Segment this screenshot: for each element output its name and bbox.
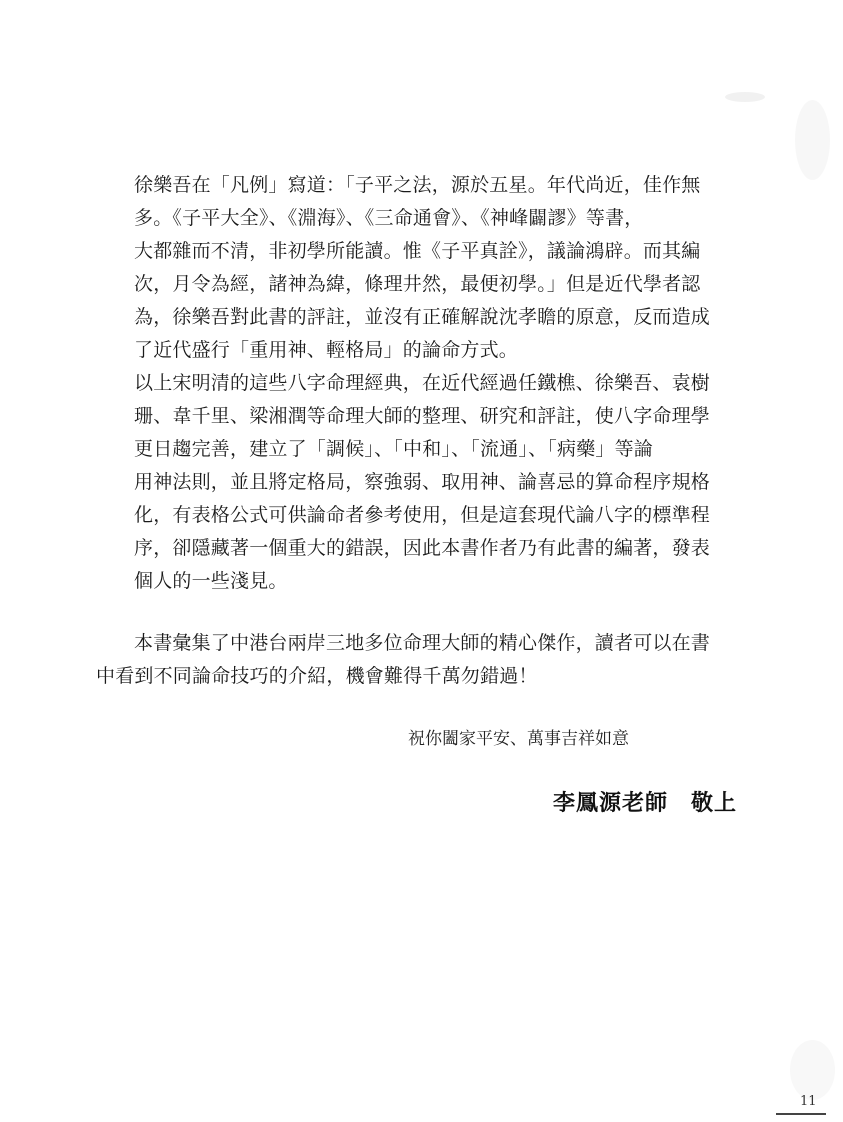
body-line: 為，徐樂吾對此書的評註，並沒有正確解說沈孝瞻的原意，反而造成: [134, 306, 711, 328]
body-line: 以上宋明清的這些八字命理經典，在近代經過任鐵樵、徐樂吾、袁樹: [134, 372, 711, 394]
body-line: 了近代盛行「重用神、輕格局」的論命方式。: [134, 339, 519, 361]
body-line: 用神法則，並且將定格局，察強弱、取用神、論喜忌的算命程序規格: [134, 471, 711, 493]
scan-smudge: [795, 100, 830, 180]
body-line: 徐樂吾在「凡例」寫道：「子平之法，源於五星。年代尚近，佳作無: [134, 174, 701, 196]
body-line: 大都雜而不清，非初學所能讀。惟《子平真詮》，議論鴻辟。而其編: [134, 240, 701, 262]
body-line: 珊、韋千里、梁湘潤等命理大師的整理、研究和評註，使八字命理學: [134, 405, 711, 427]
scan-smudge: [725, 92, 765, 102]
body-line: 個人的一些淺見。: [134, 570, 288, 592]
page-number-rule: [776, 1113, 826, 1115]
body-line: 更日趨完善，建立了「調候」、「中和」、「流通」、「病藥」等論: [134, 438, 654, 460]
closing-blessing: 祝你闔家平安、萬事吉祥如意: [408, 729, 629, 749]
body-line: 化，有表格公式可供論命者參考使用，但是這套現代論八字的標準程: [134, 504, 711, 526]
page-number: 11: [800, 1094, 817, 1109]
body-line: 本書彙集了中港台兩岸三地多位命理大師的精心傑作，讀者可以在書: [134, 632, 711, 654]
author-signature: 李鳳源老師 敬上: [553, 791, 738, 816]
body-line: 次，月令為經，諸神為緯，條理井然，最便初學。」但是近代學者認: [134, 273, 701, 295]
scan-smudge: [790, 1040, 835, 1100]
body-line: 序，卻隱藏著一個重大的錯誤，因此本書作者乃有此書的編著，發表: [134, 537, 711, 559]
body-line: 多。《子平大全》、《淵海》、《三命通會》、《神峰闢謬》等書，: [134, 207, 644, 229]
body-line: 中看到不同論命技巧的介紹，機會難得千萬勿錯過！: [96, 665, 538, 687]
